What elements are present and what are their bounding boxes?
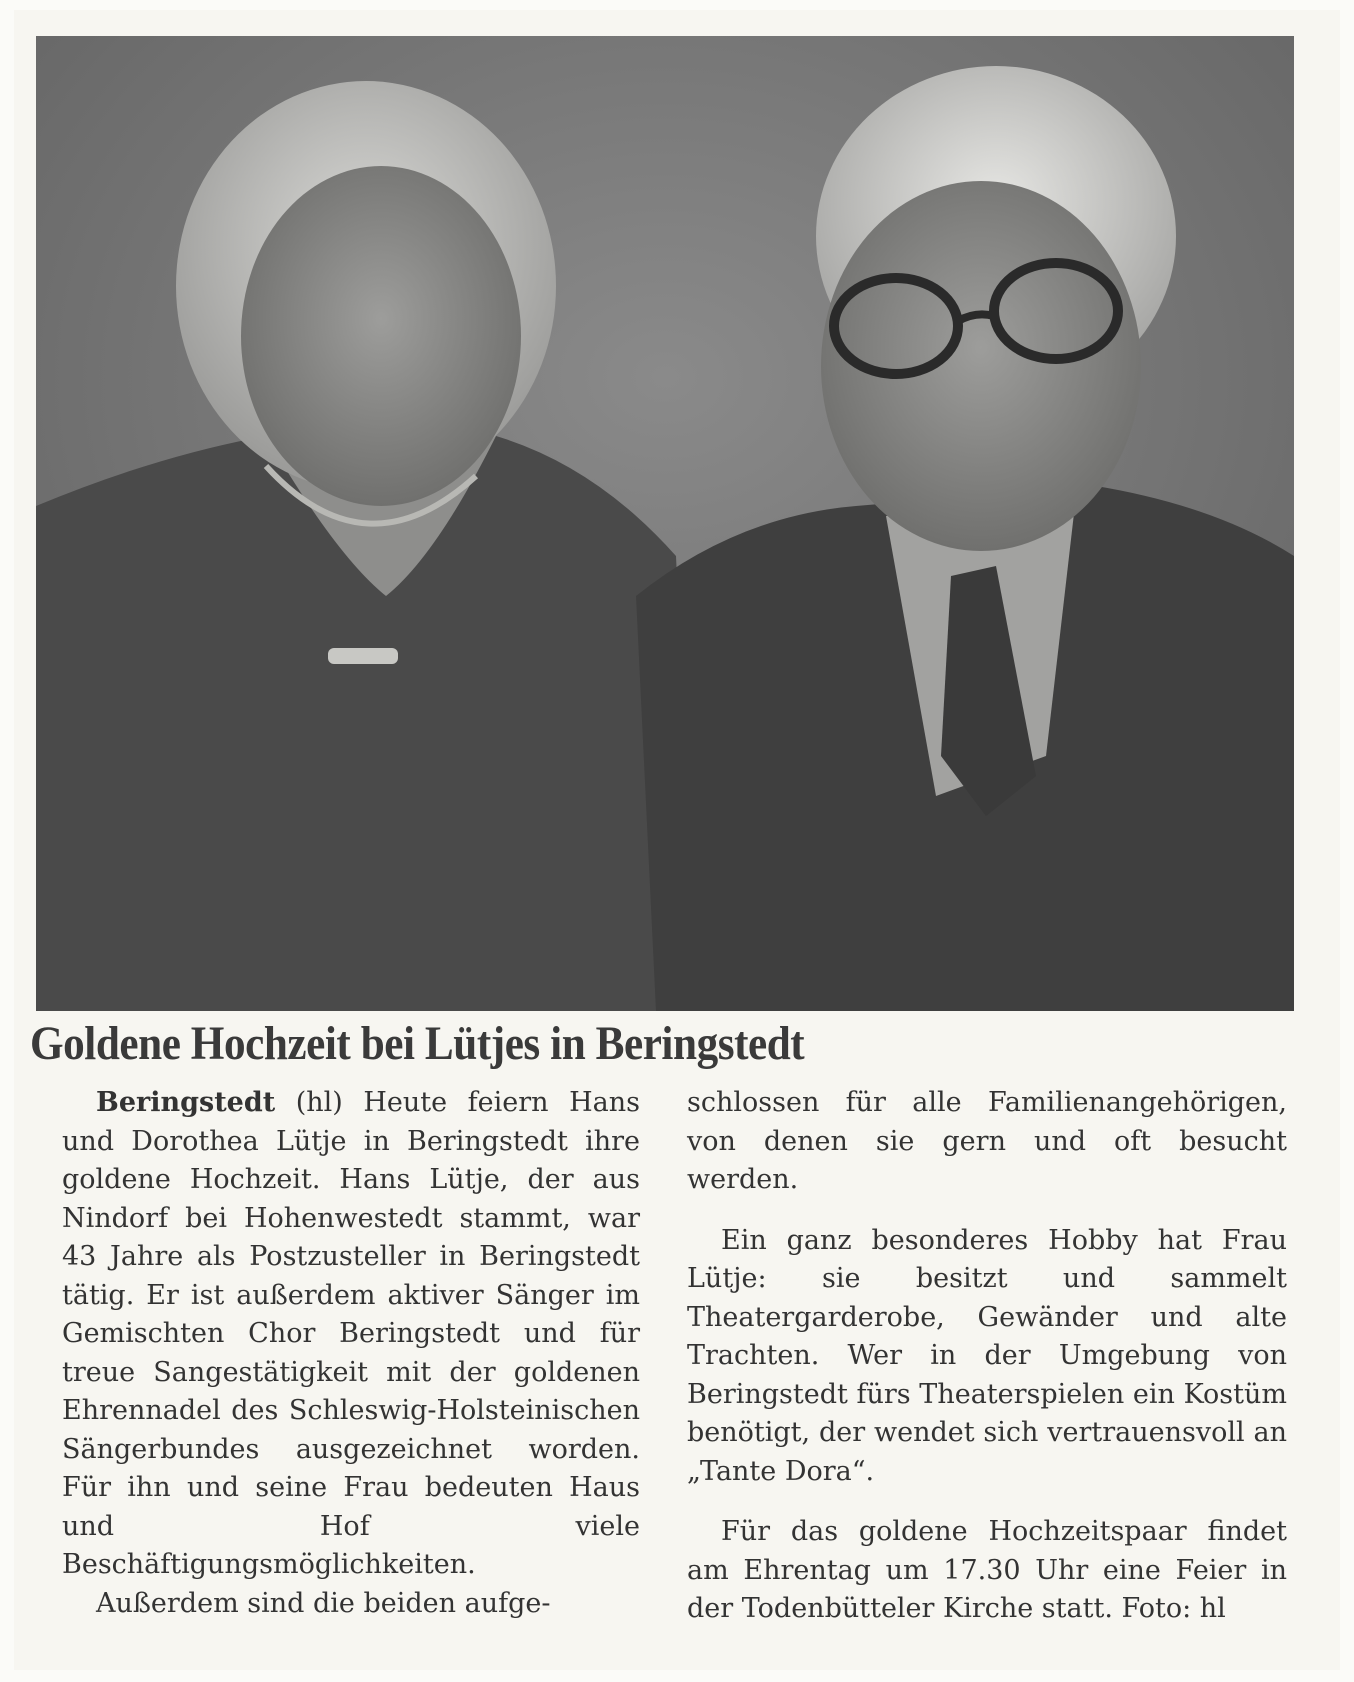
dateline: Beringstedt <box>96 1087 276 1118</box>
paragraph-2-start: Außerdem sind die beiden aufge- <box>96 1587 551 1619</box>
headline: Goldene Hochzeit bei Lütjes in Beringstedt <box>30 1017 805 1070</box>
paragraph-1-text: (hl) Heute feiern Hans und Dorothea Lütje in Beringstedt ihre goldene Hochzeit. Hans Lütje, der aus Nindorf bei Hohenwestedt stammt, war 43 Jahre als Postzusteller in Beringstedt tätig. Er ist außerdem aktiver Sänger im Gemischten Chor Beringstedt und für treue Sangestätigkeit mit der goldenen Ehrennadel des Schleswig-Holsteinischen Sängerbundes ausgezeichnet worden. Für ihn und seine Frau bedeuten Haus und Hof viele Beschäftigungsmöglichkeiten. <box>62 1087 640 1580</box>
article-column-right <box>687 1084 1287 1629</box>
paragraph-4: Für das goldene Hochzeitspaar findet am Ehrentag um 17.30 Uhr eine Feier in der Todenbütteler Kirche statt. Foto: hl <box>687 1516 1287 1624</box>
portrait-photo <box>36 36 1294 1011</box>
paragraph-1 <box>62 1084 640 1585</box>
paragraph-2-end: schlossen für alle Familienangehörigen, von denen sie gern und oft besucht werden. <box>687 1087 1287 1195</box>
article-column-left <box>62 1084 640 1623</box>
paragraph-3: Ein ganz besonderes Hobby hat Frau Lütje: sie besitzt und sammelt Theatergarderobe, Gewänder und alte Trachten. Wer in der Umgebung von Beringstedt fürs Theaterspielen ein Kostüm benötigt, der wendet sich vertrauensvoll an „Tante Dora“. <box>687 1224 1287 1487</box>
